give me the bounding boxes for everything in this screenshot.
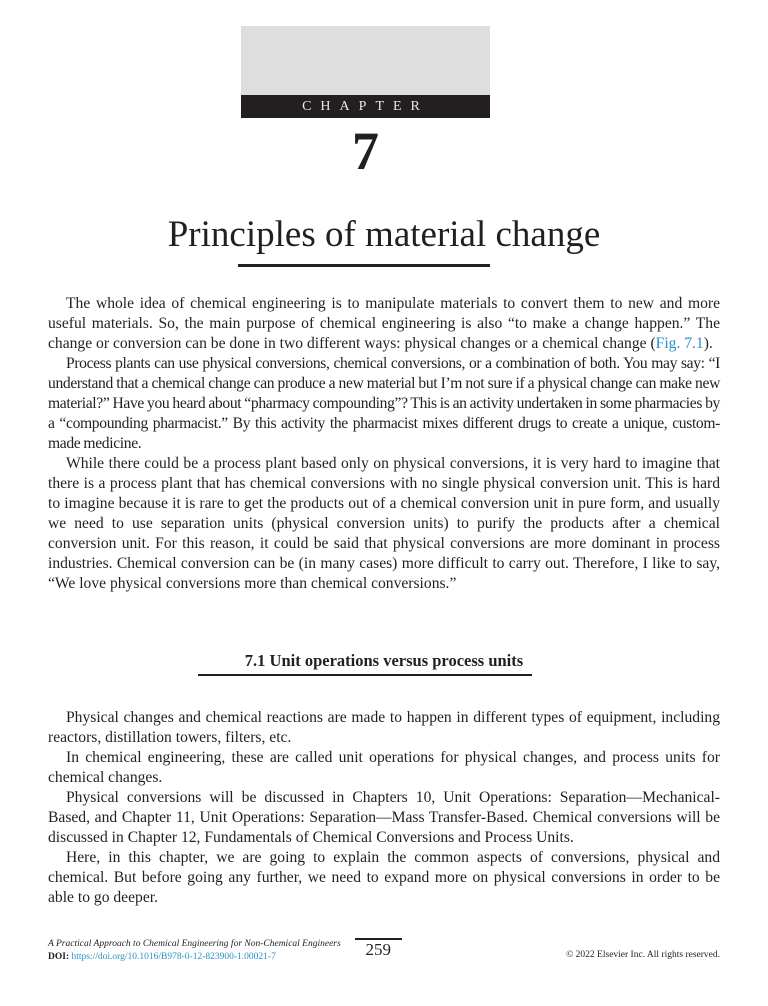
chapter-title: Principles of material change (167, 214, 601, 255)
chapter-label: CHAPTER (241, 95, 490, 118)
chapter-number: 7 (352, 121, 379, 181)
title-rule (238, 264, 490, 267)
section-heading: 7.1 Unit operations versus process units (244, 651, 524, 670)
paragraph: Physical conversions will be discussed in Chapters 10, Unit Operations: Separation—Mechanical-Based, and Chapter 11, Unit Operations: Separation—Mass Transfer-Based. Chemical conversions will be discussed in Chapter 12, Fundamentals of Chemical Conversions and Process Units. (48, 789, 720, 846)
copyright: © 2022 Elsevier Inc. All rights reserved. (566, 950, 720, 960)
paragraph: Here, in this chapter, we are going to explain the common aspects of conversions, physical and chemical. But before going any further, we need to expand more on physical conversions in order to be able to go deeper. (48, 849, 720, 906)
footer-citation (48, 938, 341, 964)
paragraph-text: ). (703, 335, 713, 352)
chapter-header-box (241, 26, 490, 118)
figure-link[interactable]: Fig. 7.1 (655, 335, 704, 352)
doi-link[interactable]: https://doi.org/10.1016/B978-0-12-823900-1.00021-7 (71, 952, 276, 962)
paragraph: In chemical engineering, these are called unit operations for physical changes, and process units for chemical changes. (48, 749, 720, 786)
paragraph: Physical changes and chemical reactions are made to happen in different types of equipment, including reactors, distillation towers, filters, etc. (48, 709, 720, 746)
page-footer (48, 908, 720, 964)
intro-text (48, 294, 720, 594)
paragraph: While there could be a process plant based only on physical conversions, it is very hard to imagine that there is a process plant that has chemical conversions with no single physical conversion unit. This is hard to imagine because it is rare to get the products out of a chemical conversion unit in pure form, and usually we need to use separation units (physical conversion units) to purify the products after a chemical conversion unit. For this reason, it could be said that physical conversions are more dominant in process industries. Chemical conversion can be (in many cases) more difficult to carry out. Therefore, I like to say, “We love physical conversions more than chemical conversions.” (48, 455, 720, 592)
paragraph (48, 294, 720, 354)
section-text (48, 708, 720, 908)
page-number-block (355, 938, 402, 960)
paragraph: Process plants can use physical conversions, chemical conversions, or a combination of both. You may say: “I understand that a chemical change can produce a new material but I’m not sure if a physical change can make new material?” Have you heard about “pharmacy compounding”? This is an activity undertaken in some pharmacies by a “compounding pharmacist.” By this activity the pharmacist mixes different drugs to create a unique, custom-made medicine. (48, 355, 720, 452)
page-number: 259 (365, 940, 391, 959)
doi-label: DOI: (48, 952, 70, 962)
book-title: A Practical Approach to Chemical Engineering for Non-Chemical Engineers (48, 939, 341, 949)
paragraph-text: The whole idea of chemical engineering is to manipulate materials to convert them to new and more useful materials. So, the main purpose of chemical engineering is also “to make a change happen.” The change or conversion can be done in two different ways: physical changes or a chemical change ( (48, 295, 720, 352)
section-rule (198, 674, 532, 676)
